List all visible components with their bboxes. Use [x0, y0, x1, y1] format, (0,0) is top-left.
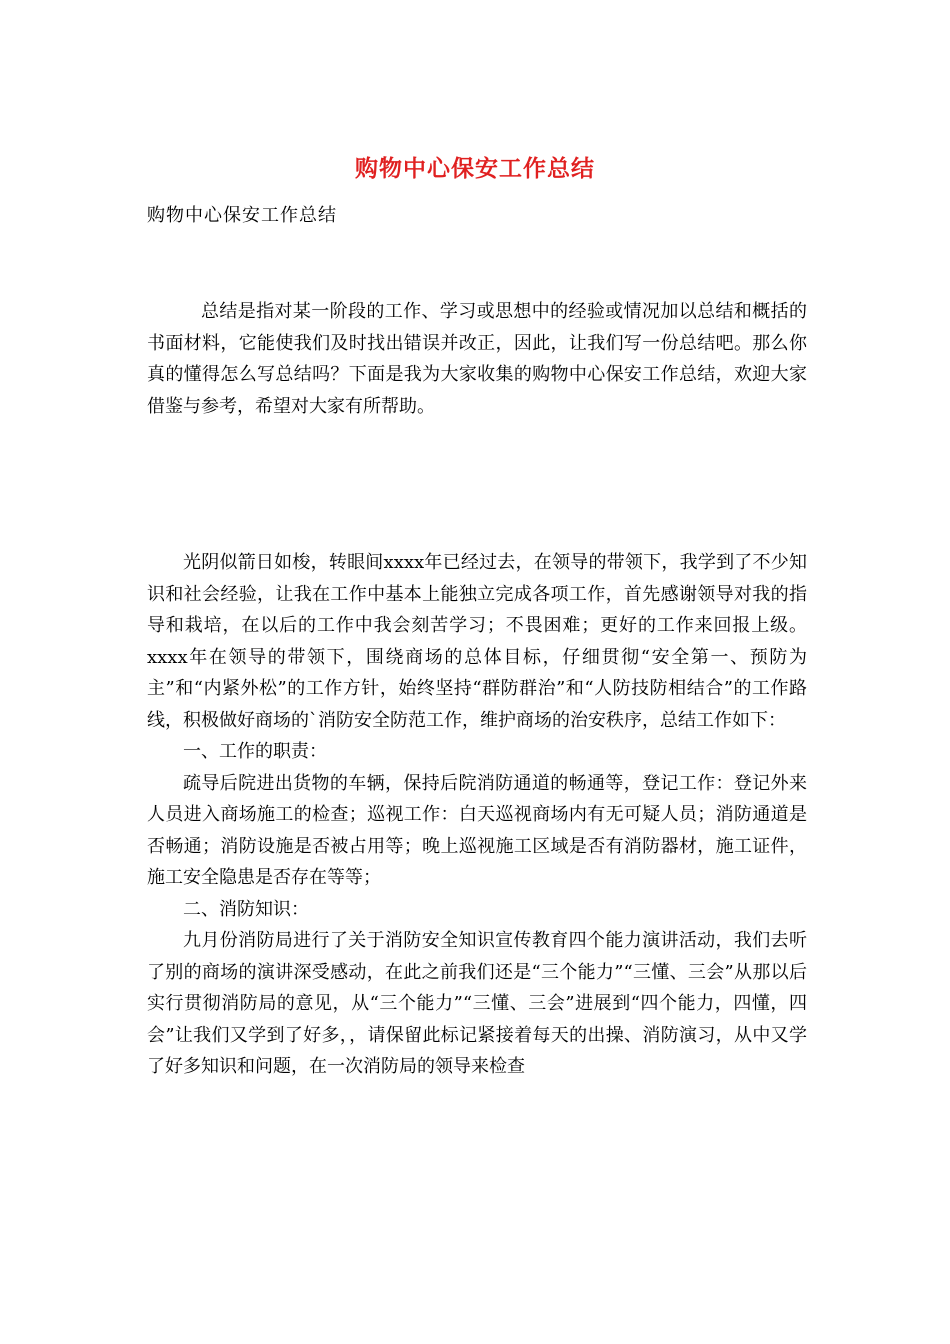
body-paragraph: 九月份消防局进行了关于消防安全知识宣传教育四个能力演讲活动，我们去听了别的商场的演讲深受感动，在此之前我们还是“三个能力”“三懂、三会”从那以后实行贯彻消防局的意见，从“三个能力”“三懂、三会”进展到“四个能力，四懂，四会”让我们又学到了好多，，请保留此标记紧接着每天的出操、消防演习，从中又学了好多知识和问题，在一次消防局的领导来检查 — [147, 930, 807, 1077]
body-paragraph: 疏导后院进出货物的车辆，保持后院消防通道的畅通等，登记工作：登记外来人员进入商场施工的检查；巡视工作：白天巡视商场内有无可疑人员；消防通道是否畅通；消防设施是否被占用等；晚上巡视施工区域是否有消防器材，施工证件，施工安全隐患是否存在等等； — [147, 772, 807, 888]
document-subtitle: 购物中心保安工作总结 — [147, 205, 337, 226]
body-paragraph: 光阴似箭日如梭，转眼间xxxx年已经过去，在领导的带领下，我学到了不少知识和社会经验，让我在工作中基本上能独立完成各项工作，首先感谢领导对我的指导和栽培，在以后的工作中我会刻苦学习；不畏困难；更好的工作来回报上级。xxxx年在领导的带领下，围绕商场的总体目标，仔细贯彻“安全第一、预防为主”和“内紧外松”的工作方针，始终坚持“群防群治”和“人防技防相结合”的工作路线，积极做好商场的`消防安全防范工作，维护商场的治安秩序，总结工作如下： — [147, 552, 807, 731]
main-body — [147, 547, 807, 1083]
section-heading-duties: 一、工作的职责： — [183, 741, 327, 762]
intro-paragraph: 总结是指对某一阶段的工作、学习或思想中的经验或情况加以总结和概括的书面材料，它能使我们及时找出错误并改正，因此，让我们写一份总结吧。那么你真的懂得怎么写总结吗？下面是我为大家收集的购物中心保安工作总结，欢迎大家借鉴与参考，希望对大家有所帮助。 — [147, 301, 807, 417]
section-heading-fire-knowledge: 二、消防知识： — [183, 898, 309, 920]
document-title: 购物中心保安工作总结 — [355, 155, 595, 182]
